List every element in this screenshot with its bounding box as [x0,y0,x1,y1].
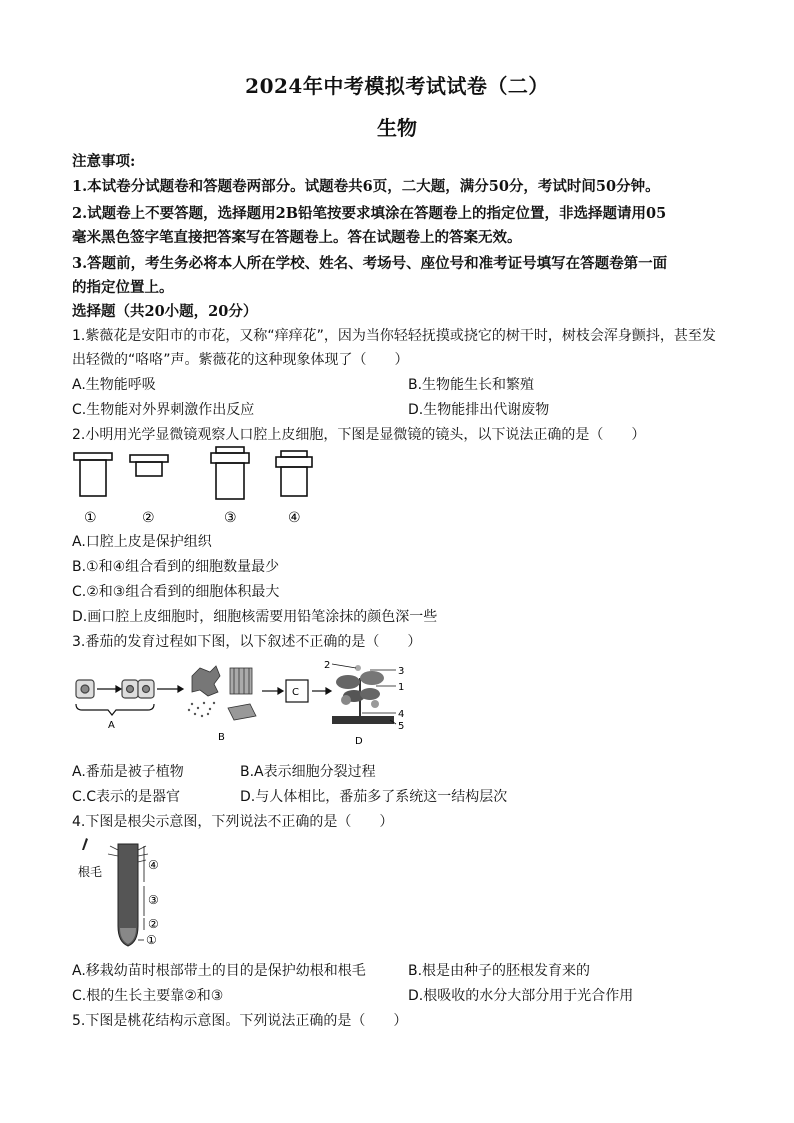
q3-option-a: A.番茄是被子植物 [72,764,184,780]
q2-option-a: A.口腔上皮是保护组织 [72,534,212,550]
q1-option-d: D.生物能排出代谢废物 [408,402,550,418]
plant-label-2: 2 [324,660,331,671]
q2-stem: 2.小明用光学显微镜观察人口腔上皮细胞，下图是显微镜的镜头，以下说法正确的是（ ） [72,427,646,443]
q4-stem: 4.下图是根尖示意图，下列说法不正确的是（ ） [72,814,394,830]
exam-title: 2024年中考模拟考试试卷（二） [245,74,549,98]
root-tip-brackets [138,846,144,940]
q4-option-c: C.根的生长主要靠②和③ [72,988,224,1004]
q3-stem: 3.番茄的发育过程如下图，以下叙述不正确的是（ ） [72,634,422,650]
stage-bc-arrow [262,688,283,694]
lens-2-drawing [130,455,168,476]
stage-d-plant [332,665,394,724]
root-hair-pointer [82,838,88,850]
microscope-lens-figure [70,445,330,527]
lens-1-drawing [74,453,112,496]
zone-label-4: ④ [148,858,159,872]
root-tip-figure [72,836,182,950]
q5-stem: 5.下图是桃花结构示意图。下列说法正确的是（ ） [72,1013,408,1029]
lens-label-4: ④ [288,510,301,526]
lens-label-3: ③ [224,510,237,526]
zone-label-3: ③ [148,893,159,907]
stage-c-label: C [292,687,299,698]
stage-a-label: A [108,720,115,731]
q3-option-d: D.与人体相比，番茄多了系统这一结构层次 [240,789,508,805]
plant-label-1: 1 [398,682,405,693]
q4-option-b: B.根是由种子的胚根发育来的 [408,963,591,979]
plant-label-4: 4 [398,709,405,720]
notice-item-3-line-1: 3.答题前，考生务必将本人所在学校、姓名、考场号、座位号和准考证号填写在答题卷第一面 [72,255,668,272]
q1-option-a: A.生物能呼吸 [72,377,156,393]
section-title: 选择题（共20小题，20分） [72,303,258,320]
q3-option-b: B.A表示细胞分裂过程 [240,764,376,780]
zone-label-2: ② [148,917,159,931]
q4-option-a: A.移栽幼苗时根部带土的目的是保护幼根和根毛 [72,963,366,979]
stage-b-tissues [192,666,256,720]
notice-item-1: 1.本试卷分试题卷和答题卷两部分。试题卷共6页，二大题，满分50分，考试时间50分钟。 [72,178,660,195]
lens-label-2: ② [142,510,155,526]
plant-label-5: 5 [398,721,405,732]
q2-option-c: C.②和③组合看到的细胞体积最大 [72,584,280,600]
notice-item-2-line-2: 毫米黑色签字笔直接把答案写在答题卷上。答在试题卷上的答案无效。 [72,229,522,246]
q1-option-b: B.生物能生长和繁殖 [408,377,535,393]
lens-label-1: ① [84,510,97,526]
q3-option-c: C.C表示的是器官 [72,789,181,805]
notice-item-3-line-2: 的指定位置上。 [72,279,174,296]
notice-item-2-line-1: 2.试题卷上不要答题，选择题用2B铅笔按要求填涂在答题卷上的指定位置，非选择题请用05 [72,205,667,222]
stage-b-dots [188,702,215,717]
q4-option-d: D.根吸收的水分大部分用于光合作用 [408,988,634,1004]
notice-heading: 注意事项: [72,153,136,170]
zone-label-1: ① [146,933,157,947]
lens-3-drawing [211,447,249,499]
plant-label-3: 3 [398,666,405,677]
q2-option-b: B.①和④组合看到的细胞数量最少 [72,559,280,575]
root-hair-label: 根毛 [78,865,103,879]
lens-4-drawing [276,451,312,496]
q2-option-d: D.画口腔上皮细胞时，细胞核需要用铅笔涂抹的颜色深一些 [72,609,438,625]
q1-option-c: C.生物能对外界刺激作出反应 [72,402,255,418]
stage-b-label: B [218,732,225,743]
tomato-development-figure [70,656,410,750]
q1-stem-line-2: 出轻微的“咯咯”声。紫薇花的这种现象体现了（ ） [72,352,409,368]
q1-stem-line-1: 1.紫薇花是安阳市的市花，又称“痒痒花”，因为当你轻轻抚摸或挠它的树干时，树枝会浑身颤抖，甚至发 [72,328,716,344]
subject-title: 生物 [377,116,417,140]
stage-cd-arrow [312,688,331,694]
stage-d-label: D [355,736,363,747]
